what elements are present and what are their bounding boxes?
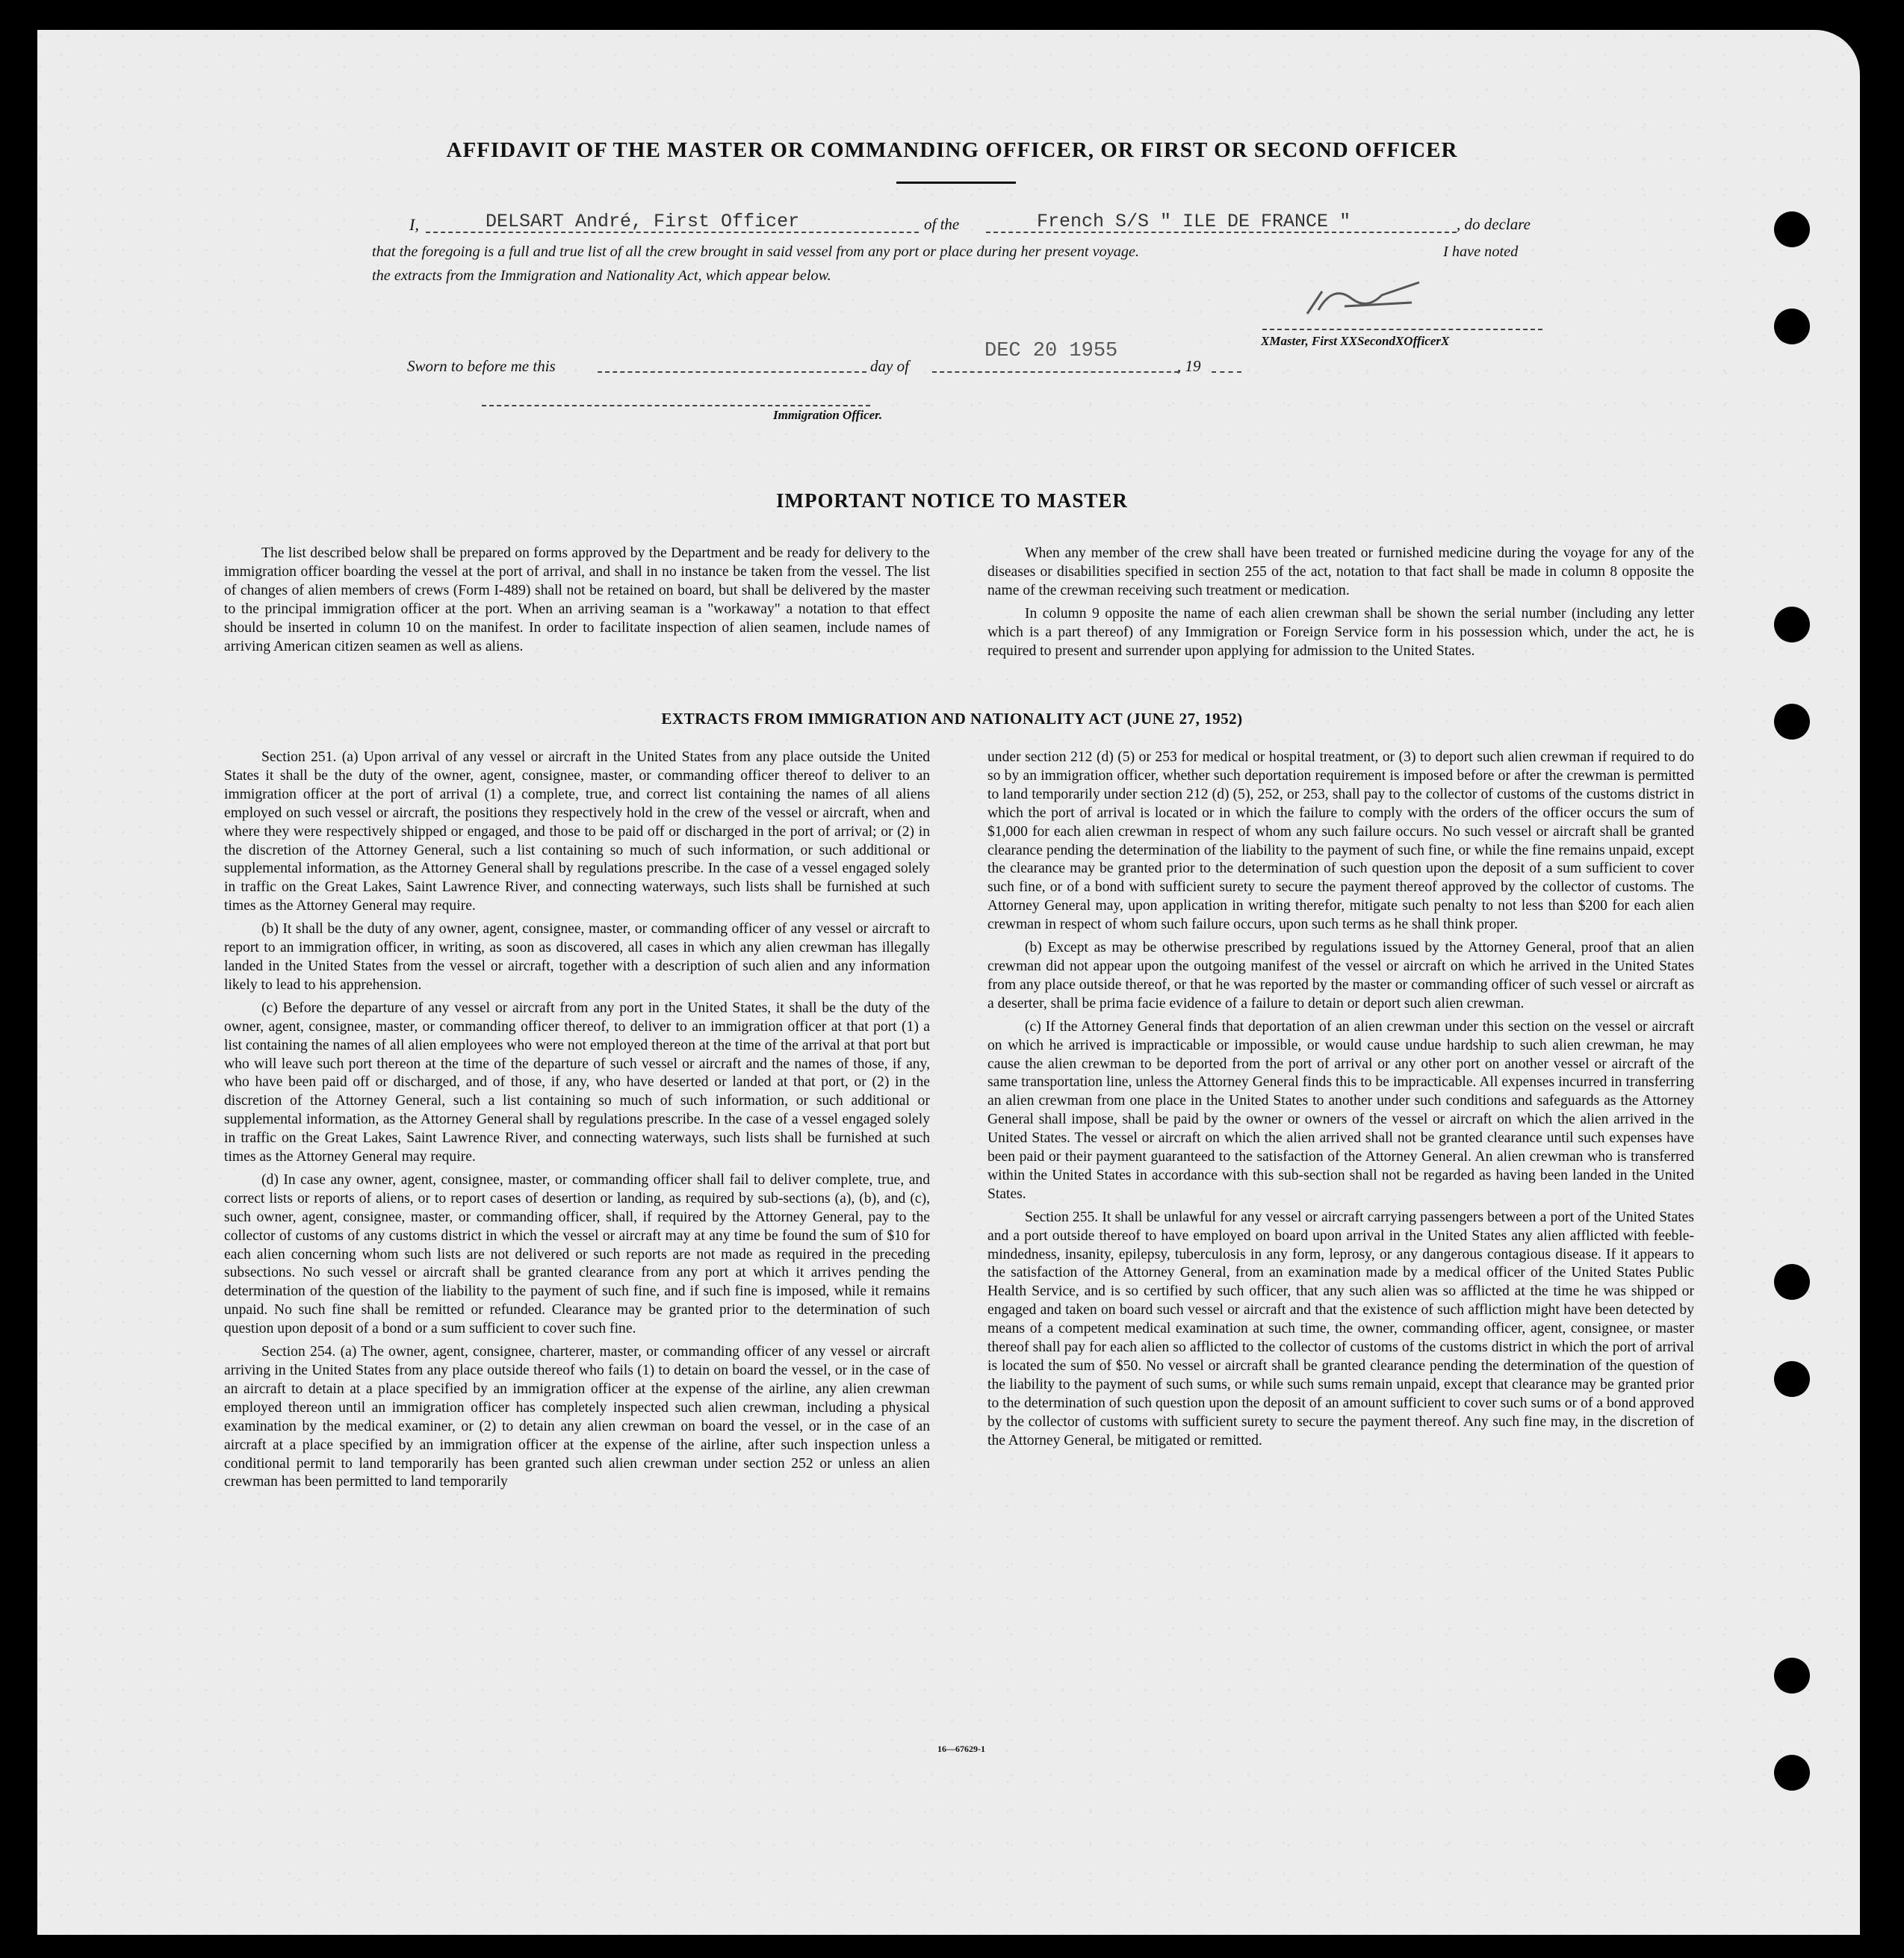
declaration-of-the: of the bbox=[924, 215, 960, 233]
notice-title: IMPORTANT NOTICE TO MASTER bbox=[776, 489, 1128, 512]
officer-signature bbox=[1300, 276, 1427, 321]
signature-caption: XMaster, First XXSecondXOfficerX bbox=[1261, 334, 1450, 348]
notice-left-paragraph: The list described below shall be prepared on forms approved by the Department and be ready for delivery to the immigration officer boarding the vessel at the port of arrival, and shall in no instance be taken from the vessel. The list of changes of alien members of crews (Form I-489) shall not be retained on board, but shall be delivered by the master to the principal immigration officer at the port. When an arriving seaman is a "workaway" a notation to that effect should be inserted in column 10 on the manifest. In order to facilitate inspection of alien seamen, include names of arriving American citizen seamen as well as aliens. bbox=[224, 545, 930, 654]
extracts-right-column bbox=[987, 749, 1694, 1455]
punch-hole bbox=[1774, 309, 1810, 344]
vessel-name: French S/S " ILE DE FRANCE " bbox=[1037, 211, 1351, 232]
declaration-line-2-end: I have noted bbox=[1443, 244, 1519, 260]
notice-right-paragraph-2: In column 9 opposite the name of each alien crewman shall be shown the serial number (including any letter which is a part thereof) of any Immigration or Foreign Service form in his possession which, under the act, he is required to present and surrender upon applying for admission to the United States. bbox=[987, 605, 1694, 659]
declaration-do-declare: , do declare bbox=[1457, 215, 1531, 233]
notice-left-column bbox=[224, 545, 930, 660]
punch-hole bbox=[1774, 1264, 1810, 1300]
section-255: Section 255. It shall be unlawful for any vessel or aircraft carrying passengers between a port of the United States and a port outside thereof to have employed on board upon arrival in the United States any alien afflicted with feeble-mindedness, insanity, epilepsy, tuberculosis in any form, leprosy, or any dangerous contagious disease. If it appears to the satisfaction of the Attorney General, from an examination made by a medical officer of the United States Public Health Service, and is so certified by such officer, that any such alien was so afflicted at the time he was shipped or engaged and taken on board such vessel or aircraft and that the existence of such affliction might have been detected by means of a competent medical examination at such time, the owner, commanding officer, agent, consignee, or master thereof shall pay for each alien so afflicted to the collector of customs of the customs district in which the port of arrival is located the sum of $50. No vessel or aircraft shall be granted clearance pending the determination of the question of the liability to the payment of such sums, or while such sums remain unpaid, except that clearance may be granted prior to the determination of such question upon the deposit of an amount sufficient to cover such sums or of a bond approved by the collector of customs with sufficient surety to secure the payment thereof. Any such fine may, in the discretion of the Attorney General, be mitigated or remitted. bbox=[987, 1209, 1694, 1449]
signature-line bbox=[1262, 329, 1542, 330]
immigration-officer-label: Immigration Officer. bbox=[773, 408, 883, 422]
punch-hole bbox=[1774, 607, 1810, 642]
extracts-title: EXTRACTS FROM IMMIGRATION AND NATIONALITY ACT (JUNE 27, 1952) bbox=[661, 710, 1243, 728]
extracts-left-column bbox=[224, 749, 930, 1496]
notice-right-column bbox=[987, 545, 1694, 665]
officer-name: DELSART André, First Officer bbox=[486, 211, 800, 232]
sworn-year-line bbox=[1212, 371, 1241, 373]
form-number: 16—67629-1 bbox=[937, 1744, 985, 1754]
section-254-c: (c) If the Attorney General finds that deportation of an alien crewman under this section on the vessel or aircraft on which he arrived is impracticable or impossible, or would cause undue hardship to such alien crewman, he may cause the alien crewman to be deported from the port of arrival or any other port on another vessel or aircraft of the same transportation line, unless the Attorney General finds this to be impracticable. All expenses incurred in transferring an alien crewman from one place in the United States to another under such conditions and safeguards as the Attorney General shall impose, shall be paid by the owner or owners of the vessel or aircraft on which the alien arrived in the United States. The vessel or aircraft on which the alien arrived shall not be granted clearance until such expenses have been paid or their payment guaranteed to the satisfaction of the Attorney General. An alien crewman who is transferred within the United States in accordance with this sub-section shall not be regarded as having been landed in the United States. bbox=[987, 1018, 1694, 1202]
sworn-year: , 19 bbox=[1177, 357, 1201, 375]
section-254-b: (b) Except as may be otherwise prescribed by regulations issued by the Attorney General, proof that an alien crewman did not appear upon the outgoing manifest of the vessel or aircraft on which he arrived in the United States from any place outside thereof, or that he was reported by the master or commanding officer of such vessel or aircraft as a deserter, shall be prima facie evidence of a failure to detain or deport such alien crewman. bbox=[987, 940, 1694, 1011]
affidavit-title: AFFIDAVIT OF THE MASTER OR COMMANDING OFFICER, OR FIRST OR SECOND OFFICER bbox=[446, 138, 1458, 162]
punch-hole bbox=[1774, 1658, 1810, 1694]
punch-hole bbox=[1774, 1361, 1810, 1397]
sworn-day-line bbox=[598, 371, 866, 373]
immigration-officer-line bbox=[482, 405, 870, 406]
section-254-a-continued: under section 212 (d) (5) or 253 for medical or hospital treatment, or (3) to deport such alien crewman if required to do so by an immigration officer, whether such deportation requirement is imposed before or after the crewman is permitted to land temporarily under section 212 (d) (5), 252, or 253, shall pay to the collector of customs of the customs district in which the port of arrival is located or in which the failure to comply with the orders of the officer occurs the sum of $1,000 for each alien crewman in respect of whom any such failure occurs. No such vessel or aircraft shall be granted clearance pending the determination of the liability to the payment of such fine, or while the fine remains unpaid, except the clearance may be granted prior to the determination of such question upon the deposit of a sum sufficient to cover such fine, or of a bond with sufficient surety to secure the payment thereof approved by the collector of customs. The Attorney General may, upon application in writing therefor, mitigate such penalty to not less than $200 for each alien crewman in respect of whom such failure occurs, upon such terms as he shall think proper. bbox=[987, 749, 1694, 933]
declaration-i: I, bbox=[409, 215, 419, 234]
sworn-date-line bbox=[932, 371, 1179, 373]
section-251-d: (d) In case any owner, agent, consignee, master, or commanding officer shall fail to deliver complete, true, and correct lists or reports of aliens, or to report cases of desertion or landing, as required by sub-sections (a), (b), and (c), such owner, agent, consignee, master, or commanding officer, shall, if required by the Attorney General, pay to the collector of customs of any customs district in which the vessel or aircraft may at any time be found the sum of $10 for each alien concerning whom such lists are not delivered or such reports are not made as required in the preceding subsections. No such vessel or aircraft shall be granted clearance from any port at which it arrives pending the determination of the question of the liability to the payment of such fine, and if such fine is imposed, while it remains unpaid. No such fine shall be remitted or refunded. Clearance may be granted prior to the determination of such question upon deposit of a bond or a sum sufficient to cover such fine. bbox=[224, 1171, 930, 1337]
declaration-line-2: that the foregoing is a full and true list of all the crew brought in said vessel from any port or place during her present voyage. bbox=[372, 244, 1140, 260]
title-rule bbox=[896, 182, 1016, 184]
section-254-a: Section 254. (a) The owner, agent, consignee, charterer, master, or commanding officer of any vessel or aircraft arriving in the United States from any place outside thereof who fails (1) to detain on board the vessel, or in the case of an aircraft to detain at a place specified by an immigration officer at the expense of the airline, any alien crewman employed thereon until an immigration officer has completely inspected such alien crewman, including a physical examination by the medical examiner, or (2) to detain any alien crewman on board the vessel, or in the case of an aircraft at a place specified by an immigration officer at the expense of the airline, after such inspection unless a conditional permit to land temporarily has been granted such alien crewman under section 252 or unless an alien crewman has been permitted to land temporarily bbox=[224, 1344, 930, 1490]
notice-right-paragraph-1: When any member of the crew shall have been treated or furnished medicine during the voyage for any of the diseases or disabilities specified in section 255 of the act, notation to that fact shall be made in column 8 opposite the name of the crewman receiving such treatment or medication. bbox=[987, 545, 1694, 598]
punch-hole bbox=[1774, 1755, 1810, 1791]
date-stamp: DEC 20 1955 bbox=[984, 340, 1118, 362]
sworn-label: Sworn to before me this bbox=[407, 357, 556, 375]
section-251-b: (b) It shall be the duty of any owner, agent, consignee, master, or commanding officer of any vessel or aircraft to report to an immigration officer, in writing, as soon as discovered, all cases in which any alien crewman has illegally landed in the United States from the vessel or aircraft, together with a description of such alien and any information likely to lead to his apprehension. bbox=[224, 921, 930, 993]
section-251-c: (c) Before the departure of any vessel or aircraft from any port in the United States, it shall be the duty of the owner, agent, consignee, master, or commanding officer thereof, to deliver to an immigration officer at that port (1) a list containing the names of all alien employees who were not employed thereon at the time of the arrival at that port but who will leave such port thereon at the time of the departure of such vessel or aircraft and the names of those, if any, who have been paid off or discharged, and of those, if any, who have deserted or landed at that port, or (2) in the discretion of the Attorney General, such a list containing so much of such information, or such additional or supplemental information, as the Attorney General shall by regulations prescribe. In the case of a vessel engaged solely in traffic on the Great Lakes, Saint Lawrence River, and connecting waterways, such lists shall be furnished at such times as the Attorney General may require. bbox=[224, 1000, 930, 1165]
sworn-day-of: day of bbox=[870, 357, 909, 375]
declaration-line-3: the extracts from the Immigration and Nationality Act, which appear below. bbox=[372, 267, 831, 284]
section-251-a: Section 251. (a) Upon arrival of any vessel or aircraft in the United States from any place outside the United States it shall be the duty of the owner, agent, consignee, master, or commanding officer thereof to deliver to an immigration officer at the port of arrival (1) a complete, true, and correct list containing the names of all aliens employed on such vessel or aircraft, the positions they respectively hold in the crew of the vessel or aircraft, when and where they were respectively shipped or engaged, and those to be paid off or discharged in the port of arrival; or (2) in the discretion of the Attorney General, such a list containing so much of such information, or such additional or supplemental information, as the Attorney General shall by regulations prescribe. In the case of a vessel engaged solely in traffic on the Great Lakes, Saint Lawrence River, and connecting waterways, such lists shall be furnished at such times as the Attorney General may require. bbox=[224, 749, 930, 914]
punch-hole bbox=[1774, 211, 1810, 247]
